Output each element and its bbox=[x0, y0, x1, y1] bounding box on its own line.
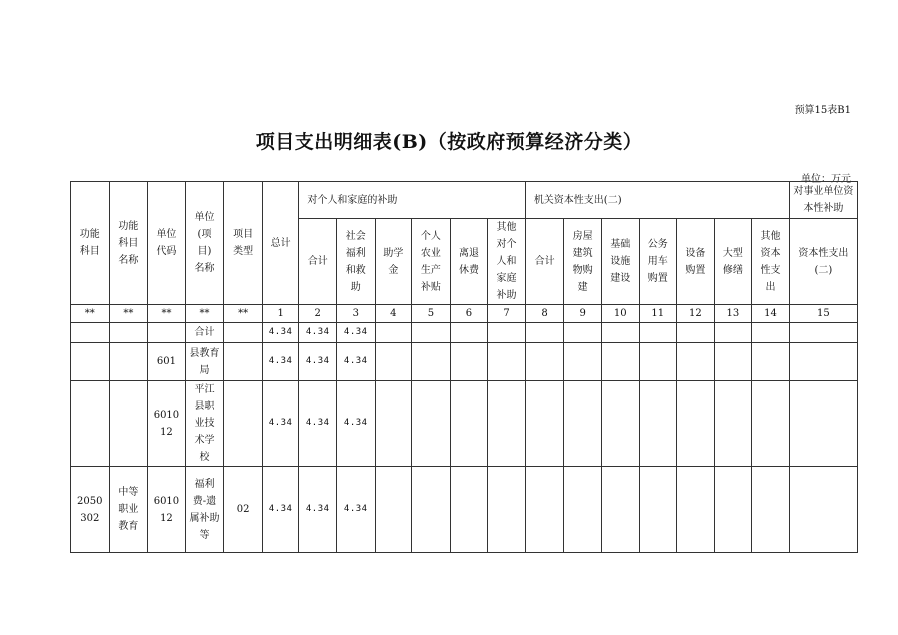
cell-project-type bbox=[224, 323, 263, 343]
index-cell: 14 bbox=[752, 305, 790, 323]
cell-p-welfare: 4.34 bbox=[336, 381, 375, 467]
header-c-repair: 大型修缮 bbox=[714, 219, 752, 305]
cell-total: 4.34 bbox=[262, 323, 299, 343]
header-c-car: 公务用车购置 bbox=[639, 219, 677, 305]
table-row bbox=[71, 323, 858, 343]
header-c-total: 合计 bbox=[525, 219, 564, 305]
cell-p-welfare: 4.34 bbox=[336, 343, 375, 381]
cell-func-subject: 2050302 bbox=[71, 467, 110, 553]
table-row bbox=[71, 467, 858, 553]
header-group-capital: 机关资本性支出(二) bbox=[525, 182, 789, 219]
cell-p-total: 4.34 bbox=[299, 467, 337, 553]
cell-project-type: 02 bbox=[224, 467, 263, 553]
index-cell: 5 bbox=[412, 305, 451, 323]
header-unit-code: 单位代码 bbox=[148, 182, 186, 305]
cell-func-subject bbox=[71, 343, 110, 381]
table-row bbox=[71, 381, 858, 467]
index-cell: 3 bbox=[336, 305, 375, 323]
table-row bbox=[71, 343, 858, 381]
cell-unit-name: 县教育局 bbox=[185, 343, 224, 381]
index-cell: 13 bbox=[714, 305, 752, 323]
cell-p-total: 4.34 bbox=[299, 323, 337, 343]
index-cell: 7 bbox=[488, 305, 526, 323]
cell-unit-code: 601 bbox=[148, 343, 186, 381]
header-c-equip: 设备购置 bbox=[677, 219, 715, 305]
header-p-farm: 个人农业生产补贴 bbox=[412, 219, 451, 305]
index-cell: ** bbox=[71, 305, 110, 323]
index-cell: ** bbox=[109, 305, 148, 323]
cell-project-type bbox=[224, 343, 263, 381]
index-cell: 8 bbox=[525, 305, 564, 323]
budget-table bbox=[70, 181, 858, 553]
unit-label: 单位：万元 bbox=[801, 174, 851, 185]
cell-total: 4.34 bbox=[262, 343, 299, 381]
cell-unit-name: 合计 bbox=[185, 323, 224, 343]
index-cell: 12 bbox=[677, 305, 715, 323]
header-project-type: 项目类型 bbox=[224, 182, 263, 305]
header-group-personal: 对个人和家庭的补助 bbox=[299, 182, 525, 219]
index-row bbox=[71, 305, 858, 323]
cell-project-type bbox=[224, 381, 263, 467]
header-p-other: 其他对个人和家庭补助 bbox=[488, 219, 526, 305]
header-p-total: 合计 bbox=[299, 219, 337, 305]
header-c-house: 房屋建筑物购建 bbox=[564, 219, 602, 305]
cell-p-total: 4.34 bbox=[299, 381, 337, 467]
cell-func-name: 中等职业教育 bbox=[109, 467, 148, 553]
cell-func-subject bbox=[71, 381, 110, 467]
index-cell: 10 bbox=[601, 305, 639, 323]
cell-func-name bbox=[109, 381, 148, 467]
cell-total: 4.34 bbox=[262, 381, 299, 467]
cell-func-name bbox=[109, 323, 148, 343]
cell-p-welfare: 4.34 bbox=[336, 467, 375, 553]
index-cell: 6 bbox=[450, 305, 488, 323]
index-cell: ** bbox=[148, 305, 186, 323]
cell-unit-code: 601012 bbox=[148, 467, 186, 553]
index-cell: ** bbox=[185, 305, 224, 323]
cell-func-name bbox=[109, 343, 148, 381]
index-cell: 15 bbox=[789, 305, 857, 323]
table-code: 预算15表B1 bbox=[794, 105, 851, 116]
index-cell: 9 bbox=[564, 305, 602, 323]
header-group-enterprise: 对事业单位资本性补助 bbox=[789, 182, 857, 219]
index-cell: ** bbox=[224, 305, 263, 323]
cell-unit-name: 福利费-遗属补助等 bbox=[185, 467, 224, 553]
header-p-welfare: 社会福利和救助 bbox=[336, 219, 375, 305]
cell-p-total: 4.34 bbox=[299, 343, 337, 381]
index-cell: 2 bbox=[299, 305, 337, 323]
header-total: 总计 bbox=[262, 182, 299, 305]
cell-unit-name: 平江县职业技术学校 bbox=[185, 381, 224, 467]
cell-p-welfare: 4.34 bbox=[336, 323, 375, 343]
header-c-other: 其他资本性支出 bbox=[752, 219, 790, 305]
index-cell: 4 bbox=[375, 305, 412, 323]
cell-total: 4.34 bbox=[262, 467, 299, 553]
header-unit-name: 单位(项目)名称 bbox=[185, 182, 224, 305]
header-c-infra: 基础设施建设 bbox=[601, 219, 639, 305]
header-func-name: 功能科目名称 bbox=[109, 182, 148, 305]
index-cell: 11 bbox=[639, 305, 677, 323]
page-title: 项目支出明细表(B)（按政府预算经济分类） bbox=[255, 131, 643, 153]
cell-unit-code bbox=[148, 323, 186, 343]
cell-unit-code: 601012 bbox=[148, 381, 186, 467]
header-func-subject: 功能科目 bbox=[71, 182, 110, 305]
index-cell: 1 bbox=[262, 305, 299, 323]
cell-func-subject bbox=[71, 323, 110, 343]
header-e-capital: 资本性支出(二) bbox=[789, 219, 857, 305]
header-p-aid: 助学金 bbox=[375, 219, 412, 305]
header-p-retire: 离退休费 bbox=[450, 219, 488, 305]
